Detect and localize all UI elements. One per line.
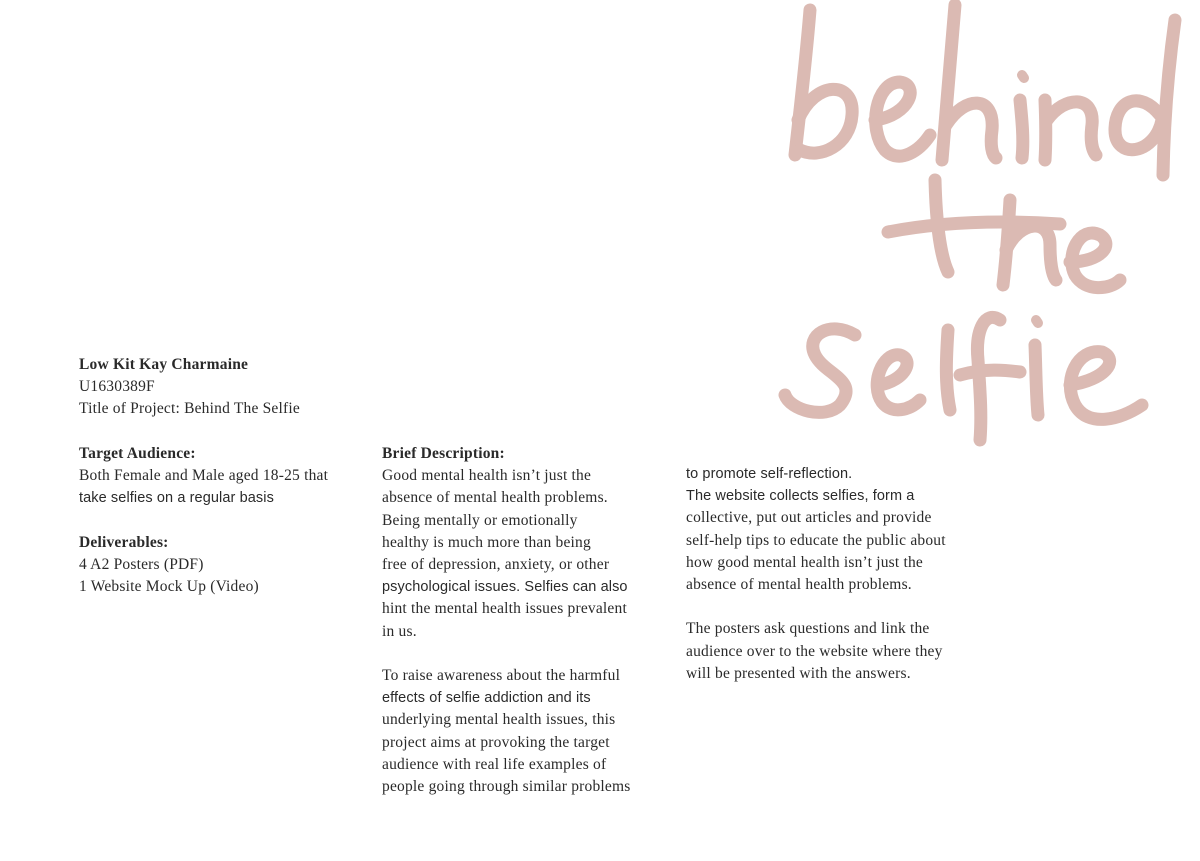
brief-line: project aims at provoking the target	[382, 733, 610, 751]
brief-line: Being mentally or emotionally	[382, 511, 578, 529]
author-name: Low Kit Kay Charmaine	[79, 356, 249, 373]
student-id: U1630389F	[79, 378, 155, 396]
brief-line: free of depression, anxiety, or other	[382, 556, 610, 574]
brief-line: hint the mental health issues prevalent	[382, 600, 627, 618]
brief-line: psychological issues. Selfies can also	[382, 579, 628, 596]
target-audience-text: take selfies on a regular basis	[79, 490, 274, 507]
brush-lettering-art	[770, 0, 1200, 460]
brief-line: Good mental health isn’t just the	[382, 467, 592, 485]
deliverable-item: 1 Website Mock Up (Video)	[79, 578, 259, 595]
brief-line: in us.	[382, 622, 417, 640]
deliverable-item: 4 A2 Posters (PDF)	[79, 555, 204, 573]
continued-line: collective, put out articles and provide	[686, 509, 932, 527]
target-audience-text: Both Female and Male aged 18-25 that	[79, 467, 329, 484]
column-left	[79, 354, 369, 598]
continued-line: audience over to the website where they	[686, 642, 943, 660]
column-right	[686, 463, 986, 685]
continued-line: absence of mental health problems.	[686, 576, 912, 594]
behind-the-selfie-lettering	[770, 0, 1200, 460]
deliverables-heading: Deliverables:	[79, 533, 169, 551]
continued-line: self-help tips to educate the public about	[686, 531, 946, 549]
continued-line: to promote self-reflection.	[686, 466, 853, 482]
column-middle	[382, 443, 672, 798]
continued-line: will be presented with the answers.	[686, 664, 911, 682]
project-title: Title of Project: Behind The Selfie	[79, 400, 300, 418]
brief-line: healthy is much more than being	[382, 533, 591, 551]
brief-line: To raise awareness about the harmful	[382, 667, 621, 685]
continued-line: The posters ask questions and link the	[686, 620, 930, 638]
brief-line: effects of selfie addiction and its	[382, 690, 591, 707]
brief-line: underlying mental health issues, this	[382, 711, 616, 729]
continued-line: how good mental health isn’t just the	[686, 553, 924, 571]
target-audience-heading: Target Audience:	[79, 444, 196, 462]
continued-line: The website collects selfies, form a	[686, 488, 915, 505]
brief-description-heading: Brief Description:	[382, 445, 505, 462]
brief-line: people going through similar problems	[382, 778, 631, 796]
brief-line: absence of mental health problems.	[382, 489, 608, 507]
brief-line: audience with real life examples of	[382, 755, 607, 773]
